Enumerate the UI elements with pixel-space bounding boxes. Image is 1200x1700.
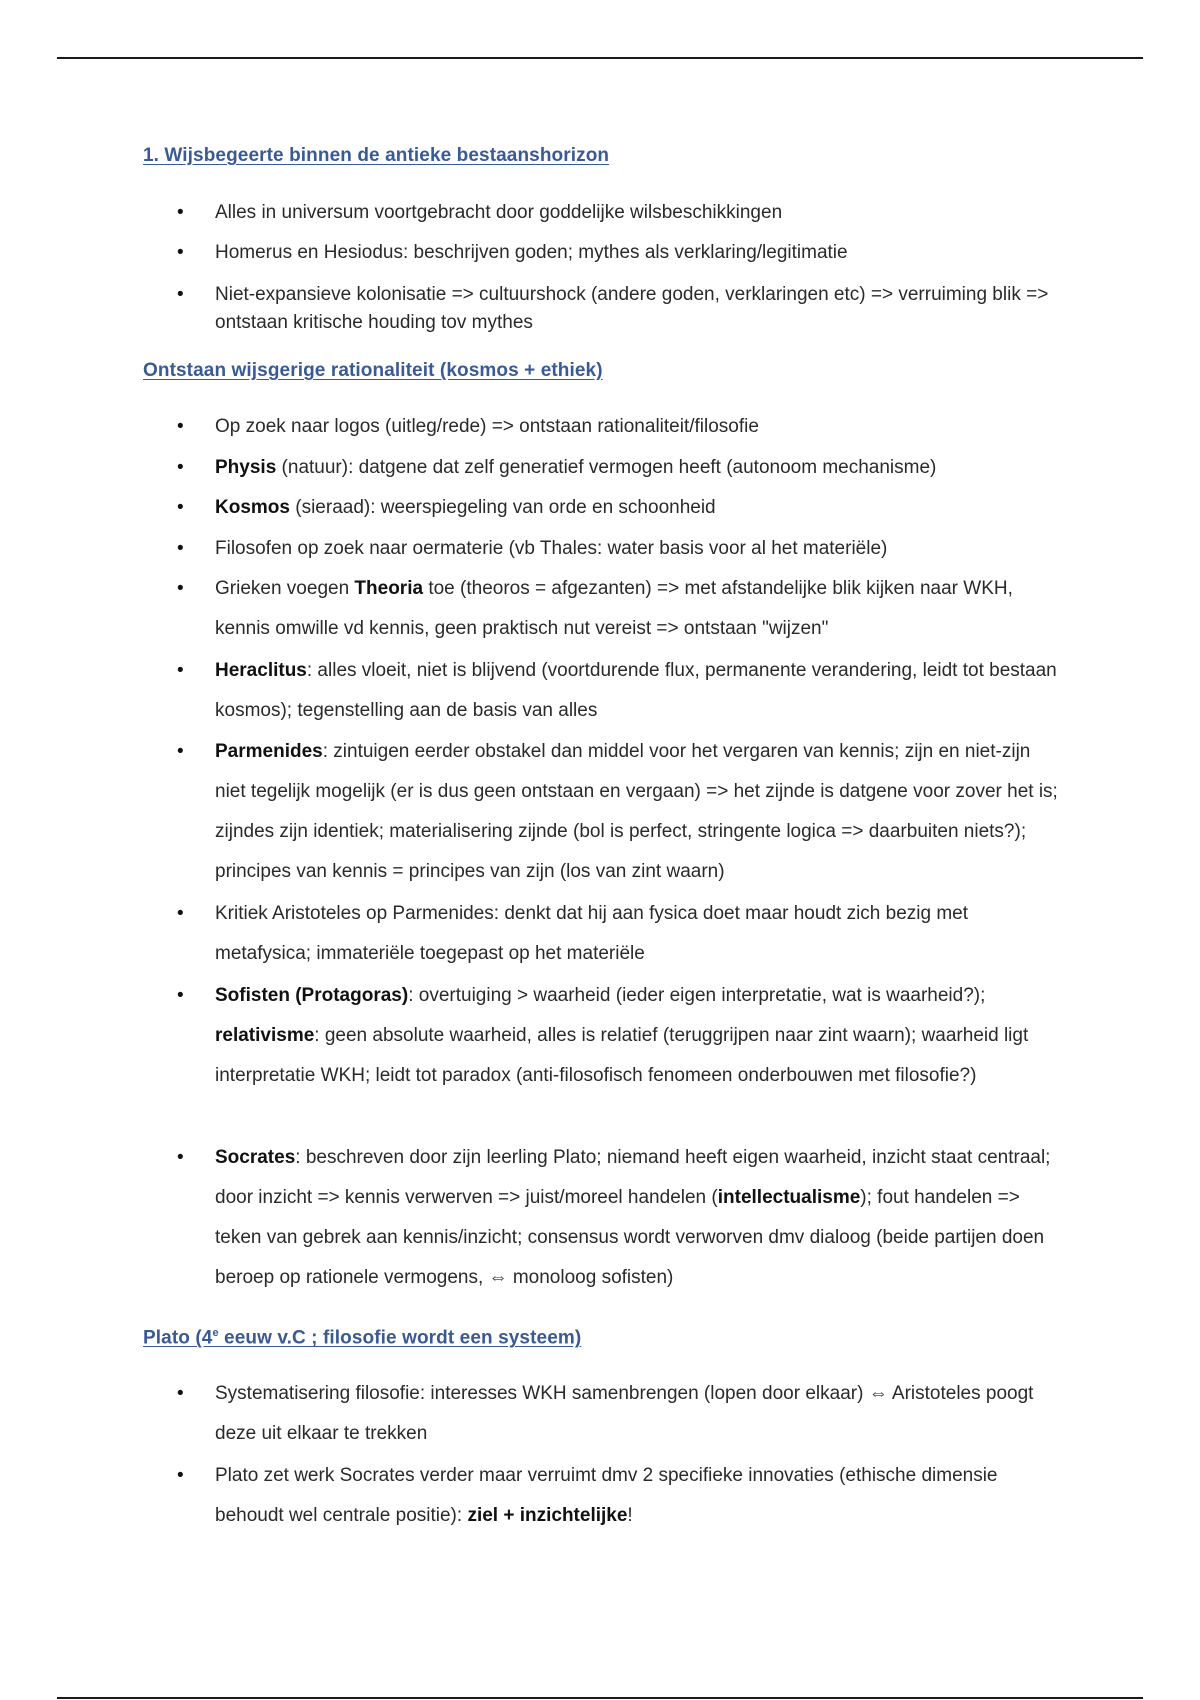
list-item: • Plato zet werk Socrates verder maar verruimt dmv 2 specifieke innovaties (ethische dimensie behoudt wel centrale positie): ziel + inzichtelijke! [215, 1456, 1065, 1536]
list-item: • Kritiek Aristoteles op Parmenides: denkt dat hij aan fysica doet maar houdt zich bezig met metafysica; immateriële toegepast op het materiële [215, 894, 1065, 974]
section-heading: Ontstaan wijsgerige rationaliteit (kosmos + ethiek) [143, 360, 603, 381]
list-item: • Heraclitus: alles vloeit, niet is blijvend (voortdurende flux, permanente verandering, leidt tot bestaan kosmos); tegenstelling aan de basis van alles [215, 651, 1065, 731]
list-item: • Physis (natuur): datgene dat zelf generatief vermogen heeft (autonoom mechanisme) [215, 448, 1065, 488]
section-heading: 1. Wijsbegeerte binnen de antieke bestaanshorizon [143, 145, 610, 166]
list-item: • Grieken voegen Theoria toe (theoros = afgezanten) => met afstandelijke blik kijken naar WKH, kennis omwille vd kennis, geen praktisch nut vereist => ontstaan "wijzen" [215, 569, 1065, 649]
header-rule [57, 57, 1143, 59]
list-item: • Niet-expansieve kolonisatie => cultuurshock (andere goden, verklaringen etc) => verruiming blik => ontstaan kritische houding tov mythes [215, 281, 1065, 337]
list-item: • Alles in universum voortgebracht door goddelijke wilsbeschikkingen [215, 193, 1065, 233]
list-item: • Sofisten (Protagoras): overtuiging > waarheid (ieder eigen interpretatie, wat is waarheid?); relativisme: geen absolute waarheid, alles is relatief (teruggrijpen naar zint waarn); waarheid ligt interpretatie WKH; leidt tot paradox (anti-filosofisch fenomeen onderbouwen met filosofie?) [215, 976, 1065, 1096]
list-item: • Socrates: beschreven door zijn leerling Plato; niemand heeft eigen waarheid, inzicht staat centraal; door inzicht => kennis verwerven => juist/moreel handelen (intellectualisme); fout handelen => teken van gebrek aan kennis/inzicht; consensus wordt verworven dmv dialoog (beide partijen doen beroep op rationele vermogens, ⇔ monoloog sofisten) [215, 1138, 1065, 1298]
list-item: • Kosmos (sieraad): weerspiegeling van orde en schoonheid [215, 488, 1065, 528]
list-item: • Op zoek naar logos (uitleg/rede) => ontstaan rationaliteit/filosofie [215, 407, 1065, 447]
list-item: • Parmenides: zintuigen eerder obstakel dan middel voor het vergaren van kennis; zijn en niet-zijn niet tegelijk mogelijk (er is dus geen ontstaan en vergaan) => het zijnde is datgene voor zover het is; zijndes zijn identiek; materialisering zijnde (bol is perfect, stringente logica => daarbuiten niets?); principes van kennis = principes van zijn (los van zint waarn) [215, 732, 1065, 892]
list-item: • Systematisering filosofie: interesses WKH samenbrengen (lopen door elkaar) ⇔ Aristoteles poogt deze uit elkaar te trekken [215, 1374, 1065, 1454]
section-heading: Plato (4e eeuw v.C ; filosofie wordt een systeem) [143, 1327, 582, 1349]
list-item: • Filosofen op zoek naar oermaterie (vb Thales: water basis voor al het materiële) [215, 529, 1065, 569]
list-item: • Homerus en Hesiodus: beschrijven goden; mythes als verklaring/legitimatie [215, 233, 1065, 273]
footer-rule [57, 1697, 1143, 1699]
